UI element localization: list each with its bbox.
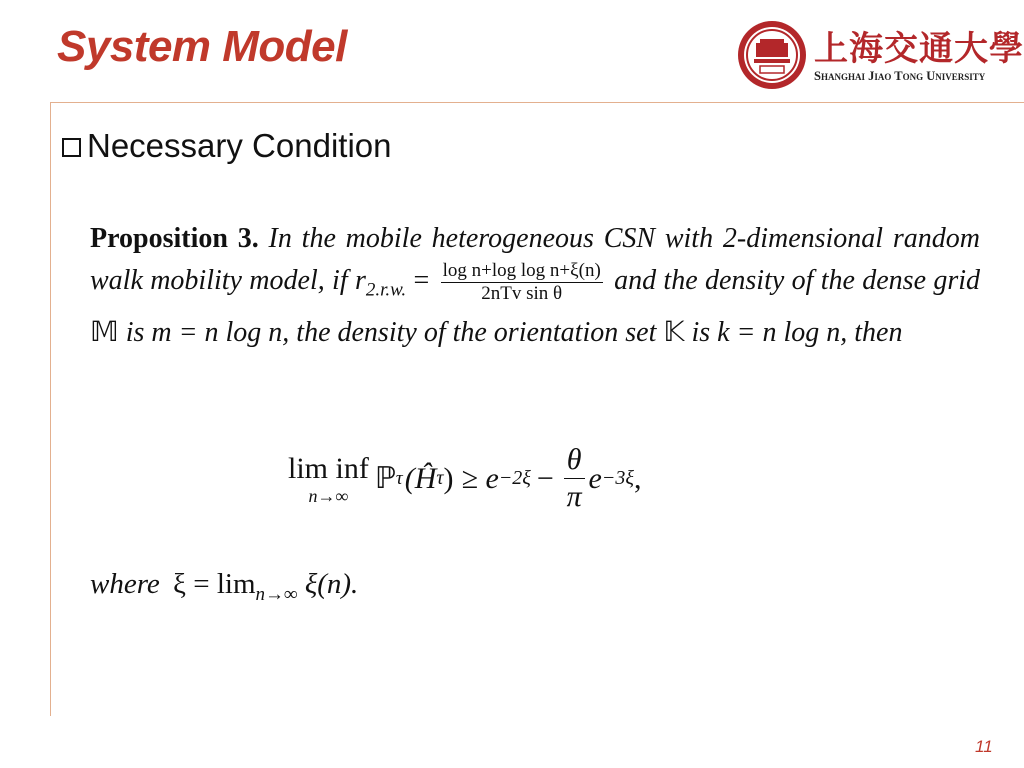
page-number: 11 xyxy=(975,737,993,756)
radius-fraction xyxy=(441,260,603,305)
proposition-text-1: In the mobile heterogeneous CSN with 2-dimensional random walk mobility model, if xyxy=(90,223,980,296)
bullet-item xyxy=(62,127,391,165)
r-symbol: r xyxy=(354,265,366,296)
theta-over-pi xyxy=(564,442,585,515)
university-seal-icon xyxy=(736,19,808,91)
logo-english-name: Shanghai Jiao Tong University xyxy=(814,69,986,83)
set-m-symbol: 𝕄 xyxy=(90,316,119,348)
h-superscript: τ xyxy=(436,467,444,489)
minus-sign: − xyxy=(536,461,554,495)
proposition-text-3: is xyxy=(125,316,145,348)
proposition-text-4: the density of the orientation set xyxy=(296,316,657,348)
exponent-1: −2ξ xyxy=(498,467,531,489)
m-equation: m = n log n, xyxy=(151,316,290,348)
lim-subscript: n→∞ xyxy=(255,583,298,605)
fraction-numerator: log n+log log n+ξ(n) xyxy=(442,260,601,282)
proposition-heading: Proposition 3. xyxy=(90,223,259,254)
pi: π xyxy=(566,480,582,513)
prob-subscript: τ xyxy=(395,467,403,489)
liminf-subscript: n→∞ xyxy=(308,485,349,506)
proposition-text-5: is xyxy=(691,316,711,348)
bullet-text: Necessary Condition xyxy=(87,127,392,164)
xi-n: ξ(n). xyxy=(304,568,359,600)
exponent-2: −3ξ xyxy=(601,467,634,489)
header-divider xyxy=(50,102,1024,103)
where-clause xyxy=(90,568,358,606)
trailing-comma: , xyxy=(633,461,642,495)
xi-equation: ξ = lim xyxy=(173,568,256,600)
proposition-text-2: and the density of the dense grid xyxy=(614,265,981,296)
geq-e: ≥ e xyxy=(461,461,499,495)
prob-symbol: ℙ xyxy=(374,462,396,495)
left-divider xyxy=(50,102,51,716)
fraction-denominator: 2nTv sin θ xyxy=(481,283,563,305)
equals-sign: = xyxy=(413,265,430,296)
slide-title: System Model xyxy=(57,22,347,71)
checkbox-icon xyxy=(62,138,81,157)
h-close: ) xyxy=(443,461,454,495)
r-subscript: 2.r.w. xyxy=(365,279,407,301)
k-equation: k = n log n, xyxy=(717,316,848,348)
theta: θ xyxy=(564,442,585,479)
sjtu-logo xyxy=(736,17,1024,93)
liminf-text: lim inf xyxy=(288,451,369,485)
e-second: e xyxy=(588,461,602,495)
proposition-block xyxy=(90,218,980,354)
main-equation xyxy=(288,442,641,515)
set-k-symbol: 𝕂 xyxy=(663,316,685,348)
where-word: where xyxy=(90,568,160,600)
liminf-operator xyxy=(288,452,369,506)
logo-chinese-name: 上海交通大學 xyxy=(814,29,1024,69)
h-hat: (Ĥ xyxy=(404,461,437,495)
proposition-text-6: then xyxy=(854,316,903,348)
